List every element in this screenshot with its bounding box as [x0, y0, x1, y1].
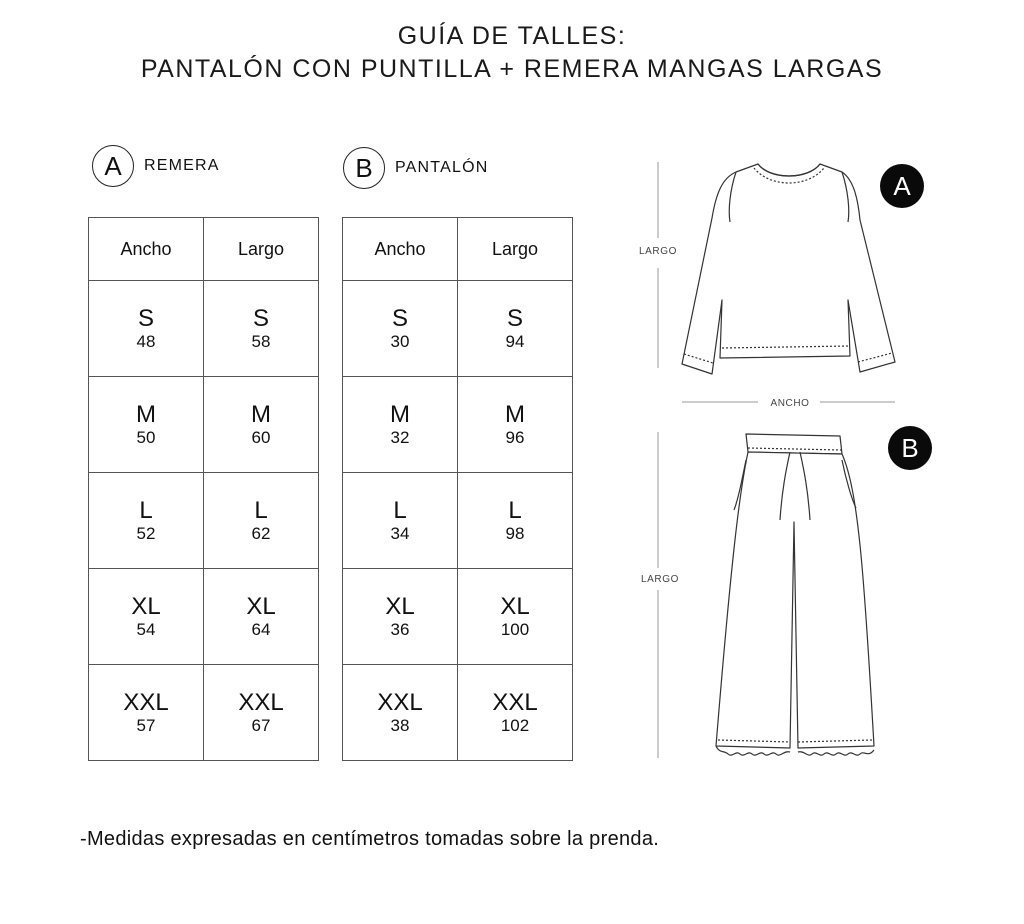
- section-b-label: PANTALÓN: [395, 159, 489, 176]
- section-a-letter-circle: A: [92, 145, 134, 187]
- badge-b: [888, 426, 932, 470]
- table-row: [343, 377, 573, 473]
- ancho-cell: [89, 665, 204, 761]
- table-row: [343, 569, 573, 665]
- badge-a-letter: A: [893, 171, 911, 201]
- shirt-length-label: LARGO: [638, 246, 678, 257]
- size-label: L: [508, 496, 522, 524]
- ancho-cell: [343, 377, 458, 473]
- section-b-letter-circle: B: [343, 147, 385, 189]
- size-label: M: [136, 400, 156, 428]
- width-label: ANCHO: [770, 398, 810, 409]
- measure-value: 54: [136, 619, 156, 639]
- pants-drawing: [716, 434, 874, 755]
- size-label: XXL: [492, 688, 538, 716]
- measure-value: 30: [390, 331, 410, 351]
- largo-cell: [204, 473, 319, 569]
- size-label: L: [254, 496, 268, 524]
- size-label: XXL: [123, 688, 169, 716]
- column-header-largo: Largo: [458, 218, 573, 281]
- measure-value: 102: [500, 715, 530, 735]
- size-label: XL: [246, 592, 276, 620]
- width-dimension: [682, 398, 895, 409]
- measure-value: 100: [500, 619, 530, 639]
- largo-cell: [458, 665, 573, 761]
- largo-cell: [204, 569, 319, 665]
- size-label: M: [251, 400, 271, 428]
- measure-value: 57: [136, 715, 156, 735]
- largo-cell: [204, 281, 319, 377]
- size-label: S: [252, 304, 269, 332]
- garment-illustration: [620, 150, 950, 790]
- shirt-length-dimension: [639, 162, 677, 368]
- pants-length-dimension: [641, 432, 679, 758]
- size-label: S: [137, 304, 154, 332]
- table-header-row: [343, 218, 573, 281]
- column-header-largo: Largo: [204, 218, 319, 281]
- table-row: [343, 473, 573, 569]
- size-label: S: [506, 304, 523, 332]
- remera-size-table: [88, 217, 319, 761]
- ancho-cell: [343, 473, 458, 569]
- badge-a: [880, 164, 924, 208]
- size-label: XL: [131, 592, 161, 620]
- largo-cell: [458, 569, 573, 665]
- largo-cell: [458, 473, 573, 569]
- ancho-cell: [89, 473, 204, 569]
- measure-value: 62: [251, 523, 271, 543]
- measure-value: 94: [505, 331, 525, 351]
- measure-value: 52: [136, 523, 156, 543]
- measure-value: 96: [505, 427, 525, 447]
- badge-b-letter: B: [901, 433, 919, 463]
- ancho-cell: [89, 281, 204, 377]
- pants-length-label: LARGO: [640, 574, 680, 585]
- table-row: [89, 377, 319, 473]
- largo-cell: [204, 665, 319, 761]
- section-a-label: REMERA: [144, 157, 220, 174]
- measure-value: 32: [390, 427, 410, 447]
- pantalon-size-table: [342, 217, 573, 761]
- size-label: XL: [500, 592, 530, 620]
- size-label: M: [505, 400, 525, 428]
- size-label: S: [391, 304, 408, 332]
- ancho-cell: [89, 377, 204, 473]
- size-label: XL: [385, 592, 415, 620]
- ancho-cell: [343, 665, 458, 761]
- measure-value: 48: [136, 331, 156, 351]
- ancho-cell: [89, 569, 204, 665]
- size-label: M: [390, 400, 410, 428]
- guide-subtitle: PANTALÓN CON PUNTILLA + REMERA MANGAS LARGAS: [140, 55, 884, 83]
- size-label: L: [139, 496, 153, 524]
- measure-value: 34: [390, 523, 410, 543]
- measure-value: 36: [390, 619, 410, 639]
- section-a-header: [92, 145, 220, 187]
- section-b-header: [343, 147, 488, 189]
- largo-cell: [458, 281, 573, 377]
- measure-value: 38: [390, 715, 410, 735]
- guide-title: GUÍA DE TALLES:: [397, 22, 627, 50]
- table-row: [89, 665, 319, 761]
- table-header-row: [89, 218, 319, 281]
- long-sleeve-shirt-drawing: [682, 164, 895, 374]
- size-label: XXL: [238, 688, 284, 716]
- ancho-cell: [343, 569, 458, 665]
- ancho-cell: [343, 281, 458, 377]
- measure-value: 50: [136, 427, 156, 447]
- table-row: [89, 473, 319, 569]
- column-header-ancho: Ancho: [343, 218, 458, 281]
- size-label: XXL: [377, 688, 423, 716]
- measurement-note: -Medidas expresadas en centímetros tomadas sobre la prenda.: [80, 828, 660, 850]
- size-label: L: [393, 496, 407, 524]
- largo-cell: [458, 377, 573, 473]
- measure-value: 60: [251, 427, 271, 447]
- measure-value: 67: [251, 715, 271, 735]
- table-row: [343, 665, 573, 761]
- column-header-ancho: Ancho: [89, 218, 204, 281]
- measure-value: 58: [251, 331, 271, 351]
- measure-value: 98: [505, 523, 525, 543]
- table-row: [89, 281, 319, 377]
- table-row: [343, 281, 573, 377]
- largo-cell: [204, 377, 319, 473]
- table-row: [89, 569, 319, 665]
- measure-value: 64: [251, 619, 271, 639]
